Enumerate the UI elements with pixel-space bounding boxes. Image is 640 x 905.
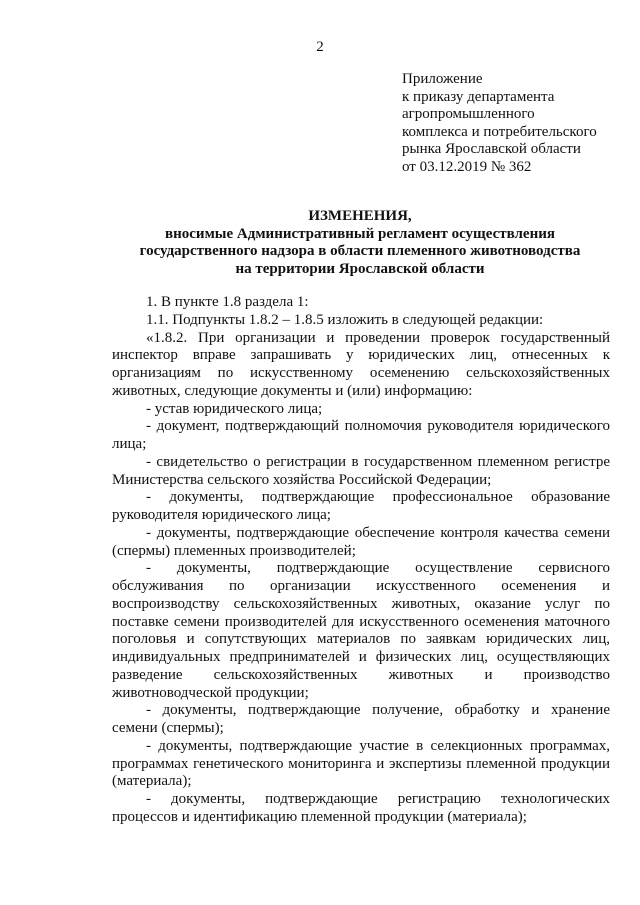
title-line: государственного надзора в области племенного животноводства bbox=[139, 243, 581, 259]
appendix-line: агропромышленного bbox=[402, 106, 535, 122]
appendix-line: от 03.12.2019 № 362 bbox=[402, 158, 532, 175]
list-item: - документы, подтверждающие обеспечение контроля качества семени (спермы) племенных производителей; bbox=[112, 524, 610, 559]
title-line: вносимые Административный регламент осуществления bbox=[165, 225, 555, 242]
list-item: - устав юридического лица; bbox=[146, 400, 323, 417]
appendix-line: комплекса и потребительского bbox=[402, 123, 597, 140]
list-item: - документы, подтверждающие получение, обработку и хранение семени (спермы); bbox=[112, 702, 610, 736]
appendix-block bbox=[402, 71, 622, 176]
list-item: - документы, подтверждающие осуществление сервисного обслуживания по организации искусственного осеменения и воспроизводству сельскохозяйственных животных, оказание услуг по поставке семени производителей для искусственного осеменения маточного поголовья и сопутствующих материалов по заявкам юридических лиц, индивидуальных предпринимателей и физических лиц, осуществляющих разведение сельскохозяйственных животных и производство животноводческой продукции; bbox=[112, 560, 610, 701]
list-item: - документы, подтверждающие профессиональное образование руководителя юридического лица; bbox=[112, 489, 610, 523]
appendix-line: к приказу департамента bbox=[402, 88, 555, 105]
document-title bbox=[100, 208, 620, 278]
title-line: ИЗМЕНЕНИЯ, bbox=[308, 208, 412, 224]
list-item: - свидетельство о регистрации в государственном племенном регистре Министерства сельского хозяйства Российской Федерации; bbox=[112, 453, 610, 488]
paragraph: «1.8.2. При организации и проведении проверок государственный инспектор вправе запрашивать у юридических лиц, отнесенных к организациям по искусственному осеменению сельскохозяйственных животных, следующие документы и (или) информацию: bbox=[112, 329, 610, 399]
paragraph: 1. В пункте 1.8 раздела 1: bbox=[146, 294, 309, 310]
list-item: - документы, подтверждающие участие в селекционных программах, программах генетического мониторинга и экспертизы племенной продукции (материала); bbox=[112, 737, 610, 790]
paragraph: 1.1. Подпункты 1.8.2 – 1.8.5 изложить в следующей редакции: bbox=[146, 311, 544, 328]
document-body bbox=[112, 294, 610, 827]
list-item: - документы, подтверждающие регистрацию технологических процессов и идентификацию племенной продукции (материала); bbox=[112, 791, 610, 825]
page-number: 2 bbox=[316, 39, 324, 55]
appendix-line: Приложение bbox=[402, 71, 483, 87]
appendix-line: рынка Ярославской области bbox=[402, 141, 581, 157]
title-line: на территории Ярославской области bbox=[235, 260, 485, 277]
list-item: - документ, подтверждающий полномочия руководителя юридического лица; bbox=[112, 418, 610, 452]
